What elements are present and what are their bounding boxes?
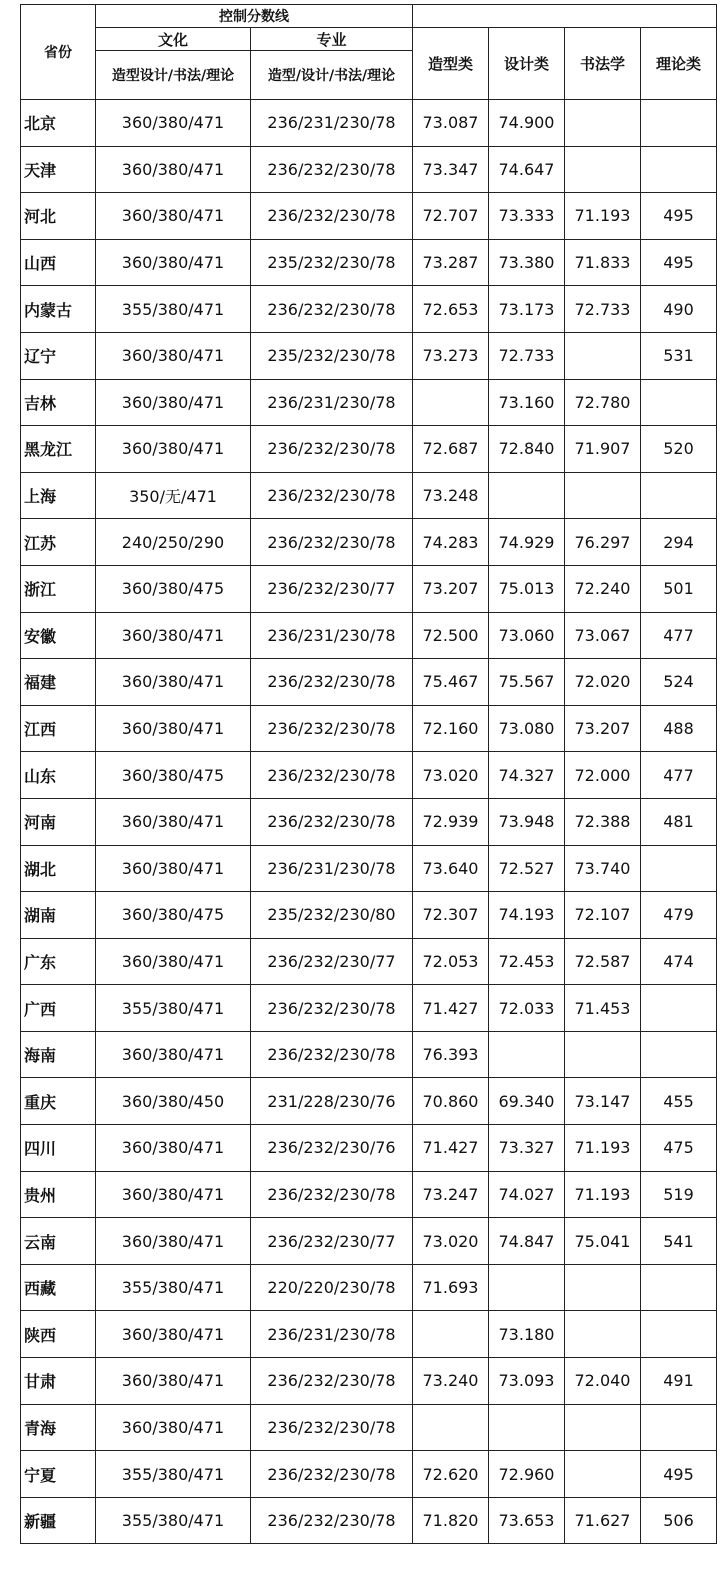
cell-major: 235/232/230/78 — [251, 332, 413, 379]
cell-zaoxing: 72.053 — [413, 938, 489, 985]
table-row — [21, 659, 717, 706]
cell-shufa: 71.193 — [565, 1125, 641, 1172]
cell-shufa: 72.240 — [565, 565, 641, 612]
header-culture-sub: 造型设计/书法/理论 — [96, 51, 251, 100]
cell-sheji: 74.647 — [489, 146, 565, 193]
cell-shufa: 71.907 — [565, 426, 641, 473]
table-row — [21, 239, 717, 286]
cell-major: 236/231/230/78 — [251, 612, 413, 659]
cell-lilun — [641, 472, 717, 519]
cell-culture: 360/380/471 — [96, 938, 251, 985]
cell-province: 辽宁 — [21, 332, 96, 379]
cell-major: 236/232/230/78 — [251, 798, 413, 845]
cell-province: 海南 — [21, 1031, 96, 1078]
cell-culture: 240/250/290 — [96, 519, 251, 566]
cell-major: 236/232/230/78 — [251, 1451, 413, 1498]
cell-sheji: 75.013 — [489, 565, 565, 612]
header-blank — [413, 5, 717, 28]
cell-major: 231/228/230/76 — [251, 1078, 413, 1125]
cell-lilun — [641, 146, 717, 193]
cell-sheji: 73.160 — [489, 379, 565, 426]
cell-shufa: 72.388 — [565, 798, 641, 845]
cell-sheji: 72.033 — [489, 985, 565, 1032]
cell-culture: 360/380/471 — [96, 798, 251, 845]
cell-zaoxing: 73.640 — [413, 845, 489, 892]
table-row — [21, 1171, 717, 1218]
cell-major: 236/231/230/78 — [251, 100, 413, 147]
table-row — [21, 146, 717, 193]
cell-lilun: 477 — [641, 752, 717, 799]
cell-province: 甘肃 — [21, 1358, 96, 1405]
cell-sheji: 74.027 — [489, 1171, 565, 1218]
cell-lilun: 501 — [641, 565, 717, 612]
cell-province: 江苏 — [21, 519, 96, 566]
table-row — [21, 1311, 717, 1358]
cell-lilun: 531 — [641, 332, 717, 379]
cell-major: 236/232/230/77 — [251, 565, 413, 612]
cell-major: 236/231/230/78 — [251, 845, 413, 892]
cell-major: 236/231/230/78 — [251, 379, 413, 426]
cell-zaoxing — [413, 379, 489, 426]
header-major: 专业 — [251, 28, 413, 51]
table-row — [21, 845, 717, 892]
cell-shufa: 72.780 — [565, 379, 641, 426]
cell-zaoxing: 73.087 — [413, 100, 489, 147]
cell-province: 河南 — [21, 798, 96, 845]
cell-sheji: 74.929 — [489, 519, 565, 566]
cell-lilun: 495 — [641, 239, 717, 286]
header-cat-lilun: 理论类 — [641, 28, 717, 100]
table-header — [21, 5, 717, 100]
cell-zaoxing: 71.427 — [413, 1125, 489, 1172]
cell-shufa: 73.207 — [565, 705, 641, 752]
cell-zaoxing: 76.393 — [413, 1031, 489, 1078]
cell-shufa: 73.067 — [565, 612, 641, 659]
cell-culture: 355/380/471 — [96, 1497, 251, 1544]
cell-major: 236/232/230/77 — [251, 938, 413, 985]
cell-lilun: 481 — [641, 798, 717, 845]
cell-province: 新疆 — [21, 1497, 96, 1544]
cell-lilun — [641, 1404, 717, 1451]
cell-sheji — [489, 1031, 565, 1078]
header-cat-sheji: 设计类 — [489, 28, 565, 100]
cell-shufa: 73.147 — [565, 1078, 641, 1125]
cell-zaoxing: 72.939 — [413, 798, 489, 845]
cell-province: 吉林 — [21, 379, 96, 426]
cell-zaoxing — [413, 1404, 489, 1451]
cell-lilun: 491 — [641, 1358, 717, 1405]
cell-province: 河北 — [21, 193, 96, 240]
cell-sheji: 72.453 — [489, 938, 565, 985]
table-row — [21, 1404, 717, 1451]
cell-province: 贵州 — [21, 1171, 96, 1218]
cell-lilun: 488 — [641, 705, 717, 752]
table-row — [21, 1497, 717, 1544]
cell-zaoxing: 72.160 — [413, 705, 489, 752]
cell-shufa: 71.193 — [565, 193, 641, 240]
table-row — [21, 193, 717, 240]
cell-major: 236/232/230/78 — [251, 1404, 413, 1451]
cell-province: 天津 — [21, 146, 96, 193]
cell-zaoxing: 74.283 — [413, 519, 489, 566]
table-body — [21, 100, 717, 1544]
cell-sheji: 73.093 — [489, 1358, 565, 1405]
cell-shufa: 72.733 — [565, 286, 641, 333]
cell-sheji: 69.340 — [489, 1078, 565, 1125]
cell-major: 236/232/230/78 — [251, 426, 413, 473]
cell-lilun: 495 — [641, 1451, 717, 1498]
cell-major: 236/231/230/78 — [251, 1311, 413, 1358]
cell-province: 宁夏 — [21, 1451, 96, 1498]
cell-sheji: 72.527 — [489, 845, 565, 892]
cell-culture: 360/380/471 — [96, 1358, 251, 1405]
cell-zaoxing: 71.427 — [413, 985, 489, 1032]
cell-zaoxing: 75.467 — [413, 659, 489, 706]
cell-culture: 360/380/471 — [96, 379, 251, 426]
cell-zaoxing: 72.307 — [413, 892, 489, 939]
cell-sheji: 74.327 — [489, 752, 565, 799]
cell-culture: 360/380/471 — [96, 1125, 251, 1172]
table-row — [21, 752, 717, 799]
cell-sheji: 73.327 — [489, 1125, 565, 1172]
cell-lilun — [641, 379, 717, 426]
score-table-container — [20, 4, 717, 1544]
cell-culture: 360/380/471 — [96, 146, 251, 193]
cell-culture: 360/380/475 — [96, 892, 251, 939]
cell-shufa: 71.453 — [565, 985, 641, 1032]
cell-province: 黑龙江 — [21, 426, 96, 473]
cell-major: 236/232/230/78 — [251, 1171, 413, 1218]
cell-culture: 360/380/471 — [96, 845, 251, 892]
cell-major: 236/232/230/78 — [251, 985, 413, 1032]
cell-lilun — [641, 1031, 717, 1078]
table-row — [21, 705, 717, 752]
cell-sheji: 73.380 — [489, 239, 565, 286]
cell-culture: 360/380/471 — [96, 1031, 251, 1078]
cell-culture: 360/380/471 — [96, 193, 251, 240]
header-culture: 文化 — [96, 28, 251, 51]
cell-sheji: 72.960 — [489, 1451, 565, 1498]
cell-sheji — [489, 472, 565, 519]
cell-province: 福建 — [21, 659, 96, 706]
table-row — [21, 1451, 717, 1498]
cell-zaoxing: 73.287 — [413, 239, 489, 286]
cell-lilun: 479 — [641, 892, 717, 939]
table-row — [21, 1264, 717, 1311]
table-row — [21, 100, 717, 147]
cell-zaoxing: 72.620 — [413, 1451, 489, 1498]
header-major-sub: 造型/设计/书法/理论 — [251, 51, 413, 100]
table-row — [21, 379, 717, 426]
cell-lilun — [641, 845, 717, 892]
cell-lilun — [641, 1311, 717, 1358]
cell-zaoxing: 70.860 — [413, 1078, 489, 1125]
cell-province: 北京 — [21, 100, 96, 147]
cell-sheji: 72.840 — [489, 426, 565, 473]
cell-major: 236/232/230/78 — [251, 1358, 413, 1405]
cell-province: 江西 — [21, 705, 96, 752]
cell-shufa: 71.193 — [565, 1171, 641, 1218]
cell-lilun: 506 — [641, 1497, 717, 1544]
cell-sheji: 73.653 — [489, 1497, 565, 1544]
table-row — [21, 472, 717, 519]
cell-culture: 360/380/471 — [96, 100, 251, 147]
cell-zaoxing: 73.347 — [413, 146, 489, 193]
cell-lilun: 474 — [641, 938, 717, 985]
cell-shufa: 72.000 — [565, 752, 641, 799]
cell-province: 湖北 — [21, 845, 96, 892]
cell-province: 上海 — [21, 472, 96, 519]
cell-sheji: 73.948 — [489, 798, 565, 845]
table-row — [21, 798, 717, 845]
table-row — [21, 1078, 717, 1125]
cell-major: 236/232/230/78 — [251, 1497, 413, 1544]
cell-culture: 360/380/471 — [96, 1171, 251, 1218]
header-province: 省份 — [21, 5, 96, 100]
cell-zaoxing: 73.273 — [413, 332, 489, 379]
table-row — [21, 286, 717, 333]
cell-lilun: 477 — [641, 612, 717, 659]
cell-province: 安徽 — [21, 612, 96, 659]
header-cat-zaoxing: 造型类 — [413, 28, 489, 100]
cell-sheji: 73.180 — [489, 1311, 565, 1358]
table-row — [21, 1031, 717, 1078]
table-row — [21, 1358, 717, 1405]
cell-major: 236/232/230/78 — [251, 752, 413, 799]
cell-lilun: 524 — [641, 659, 717, 706]
cell-zaoxing: 73.020 — [413, 1218, 489, 1265]
cell-culture: 360/380/471 — [96, 659, 251, 706]
cell-zaoxing: 73.020 — [413, 752, 489, 799]
cell-major: 236/232/230/78 — [251, 472, 413, 519]
cell-culture: 360/380/471 — [96, 705, 251, 752]
cell-major: 236/232/230/78 — [251, 193, 413, 240]
cell-major: 235/232/230/78 — [251, 239, 413, 286]
cell-sheji: 72.733 — [489, 332, 565, 379]
cell-lilun: 541 — [641, 1218, 717, 1265]
cell-zaoxing: 71.693 — [413, 1264, 489, 1311]
cell-culture: 355/380/471 — [96, 1451, 251, 1498]
cell-zaoxing — [413, 1311, 489, 1358]
cell-zaoxing: 73.207 — [413, 565, 489, 612]
cell-province: 陕西 — [21, 1311, 96, 1358]
cell-shufa: 71.627 — [565, 1497, 641, 1544]
cell-shufa: 71.833 — [565, 239, 641, 286]
cell-culture: 360/380/475 — [96, 752, 251, 799]
cell-major: 236/232/230/78 — [251, 519, 413, 566]
table-row — [21, 1218, 717, 1265]
cell-zaoxing: 71.820 — [413, 1497, 489, 1544]
table-row — [21, 519, 717, 566]
cell-sheji: 73.060 — [489, 612, 565, 659]
cell-sheji: 75.567 — [489, 659, 565, 706]
cell-major: 236/232/230/77 — [251, 1218, 413, 1265]
table-row — [21, 892, 717, 939]
cell-zaoxing: 73.247 — [413, 1171, 489, 1218]
cell-culture: 360/380/471 — [96, 426, 251, 473]
cell-culture: 360/380/471 — [96, 612, 251, 659]
header-control-line: 控制分数线 — [96, 5, 413, 28]
cell-major: 236/232/230/78 — [251, 146, 413, 193]
cell-shufa: 75.041 — [565, 1218, 641, 1265]
table-row — [21, 1125, 717, 1172]
cell-shufa — [565, 146, 641, 193]
cell-major: 236/232/230/76 — [251, 1125, 413, 1172]
cell-shufa — [565, 1404, 641, 1451]
cell-province: 山西 — [21, 239, 96, 286]
cell-sheji: 73.333 — [489, 193, 565, 240]
cell-sheji — [489, 1264, 565, 1311]
cell-culture: 360/380/475 — [96, 565, 251, 612]
cell-province: 广东 — [21, 938, 96, 985]
cell-province: 重庆 — [21, 1078, 96, 1125]
cell-zaoxing: 72.653 — [413, 286, 489, 333]
cell-province: 浙江 — [21, 565, 96, 612]
header-cat-shufa: 书法学 — [565, 28, 641, 100]
table-row — [21, 565, 717, 612]
table-row — [21, 426, 717, 473]
cell-culture: 360/380/471 — [96, 1404, 251, 1451]
cell-shufa — [565, 100, 641, 147]
cell-culture: 355/380/471 — [96, 985, 251, 1032]
cell-shufa — [565, 1031, 641, 1078]
table-row — [21, 938, 717, 985]
cell-lilun: 519 — [641, 1171, 717, 1218]
cell-zaoxing: 73.248 — [413, 472, 489, 519]
cell-culture: 360/380/450 — [96, 1078, 251, 1125]
cell-zaoxing: 72.707 — [413, 193, 489, 240]
cell-lilun — [641, 100, 717, 147]
cell-shufa: 72.107 — [565, 892, 641, 939]
cell-culture: 360/380/471 — [96, 332, 251, 379]
cell-province: 内蒙古 — [21, 286, 96, 333]
table-row — [21, 612, 717, 659]
cell-lilun: 490 — [641, 286, 717, 333]
cell-major: 220/220/230/78 — [251, 1264, 413, 1311]
cell-culture: 355/380/471 — [96, 286, 251, 333]
cell-culture: 360/380/471 — [96, 1311, 251, 1358]
table-row — [21, 332, 717, 379]
cell-zaoxing: 73.240 — [413, 1358, 489, 1405]
cell-shufa — [565, 1264, 641, 1311]
cell-shufa: 72.587 — [565, 938, 641, 985]
cell-culture: 360/380/471 — [96, 1218, 251, 1265]
cell-culture: 360/380/471 — [96, 239, 251, 286]
cell-province: 四川 — [21, 1125, 96, 1172]
cell-province: 西藏 — [21, 1264, 96, 1311]
cell-province: 青海 — [21, 1404, 96, 1451]
cell-lilun: 294 — [641, 519, 717, 566]
cell-province: 湖南 — [21, 892, 96, 939]
cell-province: 山东 — [21, 752, 96, 799]
cell-sheji: 73.080 — [489, 705, 565, 752]
cell-major: 236/232/230/78 — [251, 705, 413, 752]
cell-shufa: 76.297 — [565, 519, 641, 566]
cell-shufa — [565, 332, 641, 379]
cell-zaoxing: 72.500 — [413, 612, 489, 659]
cell-major: 236/232/230/78 — [251, 1031, 413, 1078]
cell-culture: 355/380/471 — [96, 1264, 251, 1311]
cell-lilun: 475 — [641, 1125, 717, 1172]
score-table — [20, 4, 717, 1544]
cell-lilun — [641, 985, 717, 1032]
cell-shufa — [565, 472, 641, 519]
cell-lilun: 495 — [641, 193, 717, 240]
cell-sheji: 74.900 — [489, 100, 565, 147]
cell-major: 235/232/230/80 — [251, 892, 413, 939]
cell-major: 236/232/230/78 — [251, 659, 413, 706]
cell-sheji: 74.193 — [489, 892, 565, 939]
cell-province: 云南 — [21, 1218, 96, 1265]
cell-sheji — [489, 1404, 565, 1451]
cell-lilun — [641, 1264, 717, 1311]
cell-lilun: 520 — [641, 426, 717, 473]
cell-sheji: 74.847 — [489, 1218, 565, 1265]
cell-lilun: 455 — [641, 1078, 717, 1125]
cell-shufa — [565, 1451, 641, 1498]
cell-shufa: 72.020 — [565, 659, 641, 706]
cell-shufa: 73.740 — [565, 845, 641, 892]
cell-shufa: 72.040 — [565, 1358, 641, 1405]
cell-zaoxing: 72.687 — [413, 426, 489, 473]
cell-major: 236/232/230/78 — [251, 286, 413, 333]
table-row — [21, 985, 717, 1032]
cell-province: 广西 — [21, 985, 96, 1032]
cell-culture: 350/无/471 — [96, 472, 251, 519]
cell-sheji: 73.173 — [489, 286, 565, 333]
cell-shufa — [565, 1311, 641, 1358]
